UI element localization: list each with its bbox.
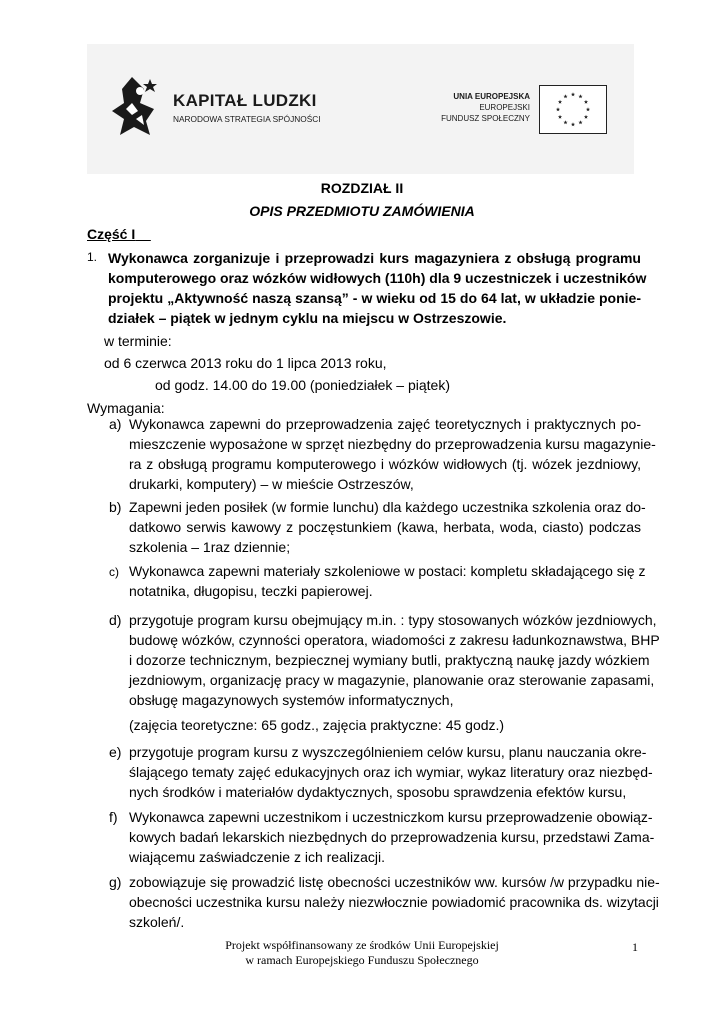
req-b-marker: b) — [109, 499, 122, 515]
req-g-line-1: zobowiązuje się prowadzić listę obecności uczestników ww. kursów /w przypadku nie- — [129, 874, 660, 890]
item-number: 1. — [87, 250, 98, 264]
requirements-label: Wymagania: — [87, 400, 165, 416]
term-label: w terminie: — [104, 333, 172, 349]
req-c-line-1: Wykonawca zapewni materiały szkoleniowe w postaci: kompletu składającego się z — [129, 563, 646, 579]
req-e-line-3: nych środków i materiałów dydaktycznych, sposobu sprawdzenia efektów kursu, — [129, 784, 627, 800]
req-b-line-3: szkolenia – 1raz dziennie; — [129, 539, 291, 555]
part-label: Część I — [87, 226, 136, 242]
req-d-line-3: i dozorze technicznym, bezpiecznej wymiany butli, praktyczną naukę jazdy wózkiem — [129, 652, 650, 668]
req-g-marker: g) — [109, 874, 122, 890]
eu-star-icon — [558, 100, 562, 104]
logo-subtitle: NARODOWA STRATEGIA SPÓJNOŚCI — [173, 114, 321, 124]
eu-star-icon — [584, 100, 588, 104]
eu-star-icon — [558, 115, 562, 119]
kapital-ludzki-emblem-icon — [110, 75, 160, 137]
req-d-line-5: obsługę magazynowych systemów informatycznych, — [129, 692, 454, 708]
eu-line-2: EUROPEJSKI — [479, 103, 530, 112]
req-d-note: (zajęcia teoretyczne: 65 godz., zajęcia praktyczne: 45 godz.) — [129, 717, 505, 733]
eu-flag-icon — [539, 85, 607, 134]
req-f-line-1: Wykonawca zapewni uczestnikom i uczestniczkom kursu przeprowadzenie obowiąz- — [129, 809, 653, 825]
req-d-line-1: przygotuje program kursu obejmujący m.in. : typy stosowanych wózków jezdniowych, — [129, 612, 657, 628]
req-b-line-1: Zapewni jeden posiłek (w formie lunchu) dla każdego uczestnika szkolenia oraz do- — [129, 499, 646, 515]
req-a-line-4: drukarki, komputery) – w mieście Ostrzeszów, — [129, 476, 414, 492]
page-number: 1 — [632, 940, 638, 954]
req-g-line-3: szkoleń/. — [129, 914, 185, 930]
chapter-heading: ROZDZIAŁ II — [320, 180, 404, 196]
eu-star-icon — [571, 122, 575, 126]
req-g-line-2: obecności uczestnika kursu należy niezwłocznie powiadomić pracownika ds. wizytacji — [129, 894, 659, 910]
footer-line-2: w ramach Europejskiego Funduszu Społecznego — [245, 953, 479, 967]
eu-line-1: UNIA EUROPEJSKA — [453, 92, 530, 101]
req-e-line-2: ślającego tematy zajęć edukacyjnych oraz ich wymiar, wykaz literatury oraz niezbęd- — [129, 764, 653, 780]
eu-star-icon — [586, 107, 590, 111]
req-d-line-2: budowę wózków, czynności operatora, wiadomości z zakresu ładunkoznawstwa, BHP — [129, 632, 660, 648]
req-e-marker: e) — [109, 744, 122, 760]
req-b-line-2: datkowo serwis kawowy z poczęstunkiem (kawa, herbata, woda, ciasto) podczas — [129, 519, 641, 535]
item1-line-2: komputerowego oraz wózków widłowych (110h) dla 9 uczestniczek i uczestników — [108, 270, 647, 286]
eu-text-block — [430, 91, 530, 124]
eu-line-3: FUNDUSZ SPOŁECZNY — [441, 114, 530, 123]
req-a-line-1: Wykonawca zapewni do przeprowadzenia zajęć teoretycznych i praktycznych po- — [129, 416, 641, 432]
item1-line-4: działek – piątek w jednym cyklu na miejscu w Ostrzeszowie. — [108, 310, 507, 326]
footer-line-1: Projekt współfinansowany ze środków Unii Europejskiej — [225, 938, 499, 952]
req-c-line-2: notatnika, długopisu, teczki papierowej. — [129, 583, 373, 599]
req-c-marker: c) — [109, 565, 119, 579]
eu-star-icon — [578, 120, 582, 124]
logo-title: KAPITAŁ LUDZKI — [173, 91, 317, 110]
eu-star-icon — [578, 94, 582, 98]
eu-star-icon — [556, 107, 560, 111]
req-e-line-1: przygotuje program kursu z wyszczególnieniem celów kursu, planu nauczania okre- — [129, 744, 647, 760]
item1-line-3: projektu „Aktywność naszą szansą” - w wieku od 15 do 64 lat, w układzie ponie- — [108, 290, 641, 306]
req-d-line-4: jezdniowym, organizację pracy w magazynie, planowanie oraz sterowanie zapasami, — [129, 672, 655, 688]
req-f-line-2: kowych badań lekarskich niezbędnych do przeprowadzenia kursu, przedstawi Zama- — [129, 829, 655, 845]
term-dates: od 6 czerwca 2013 roku do 1 lipca 2013 roku, — [104, 355, 387, 371]
term-hours: od godz. 14.00 do 19.00 (poniedziałek – piątek) — [155, 377, 450, 393]
req-a-marker: a) — [109, 416, 122, 432]
eu-star-icon — [563, 120, 567, 124]
req-d-marker: d) — [109, 612, 122, 628]
eu-star-icon — [563, 94, 567, 98]
chapter-subtitle: OPIS PRZEDMIOTU ZAMÓWIENIA — [249, 203, 475, 219]
req-f-marker: f) — [109, 809, 118, 825]
item1-line-1: Wykonawca zorganizuje i przeprowadzi kurs magazyniera z obsługą programu — [108, 250, 641, 266]
req-a-line-3: ra z obsługą programu komputerowego i wózków widłowych (tj. wózek jezdniowy, — [129, 456, 641, 472]
req-f-line-3: wiającemu zaświadczenie z ich realizacji. — [129, 849, 385, 865]
req-a-line-2: mieszczenie wyposażone w sprzęt niezbędny do przeprowadzenia kursu magazynie- — [129, 436, 656, 452]
eu-star-icon — [571, 92, 575, 96]
part-heading — [87, 226, 151, 242]
eu-star-icon — [584, 115, 588, 119]
